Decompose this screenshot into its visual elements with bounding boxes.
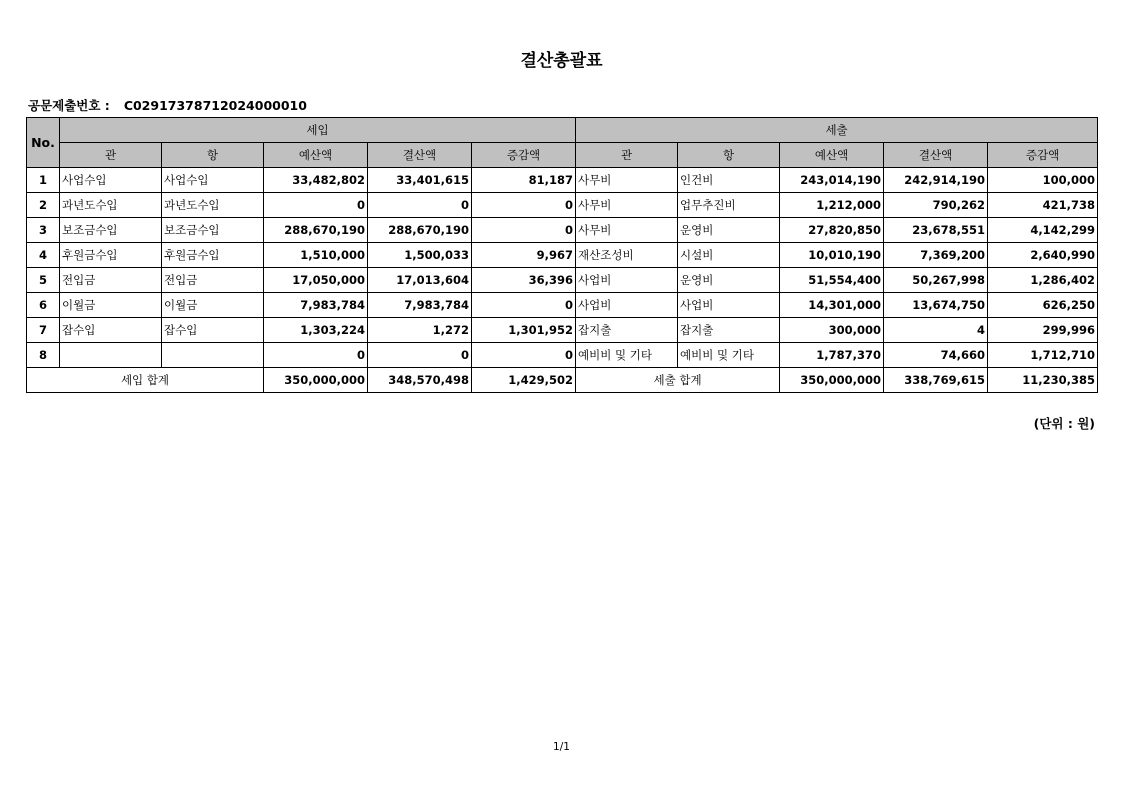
income-hang-cell: 전입금 bbox=[162, 268, 264, 293]
income-hang-cell: 사업수입 bbox=[162, 168, 264, 193]
expense-hang-cell: 인건비 bbox=[678, 168, 780, 193]
income-diff-cell: 81,187 bbox=[472, 168, 576, 193]
row-number-cell: 1 bbox=[27, 168, 60, 193]
income-subheader-hang: 항 bbox=[162, 143, 264, 168]
income-diff-cell: 1,301,952 bbox=[472, 318, 576, 343]
unit-note: (단위 : 원) bbox=[1033, 416, 1095, 431]
row-number-cell: 4 bbox=[27, 243, 60, 268]
expense-diff-cell: 1,286,402 bbox=[988, 268, 1098, 293]
row-number-cell: 8 bbox=[27, 343, 60, 368]
income-diff-cell: 0 bbox=[472, 293, 576, 318]
income-hang-cell bbox=[162, 343, 264, 368]
expense-total-diff: 11,230,385 bbox=[988, 368, 1098, 393]
income-budget-cell: 7,983,784 bbox=[264, 293, 368, 318]
expense-diff-cell: 421,738 bbox=[988, 193, 1098, 218]
income-diff-cell: 0 bbox=[472, 193, 576, 218]
expense-gwan-cell: 사업비 bbox=[576, 293, 678, 318]
row-number-cell: 6 bbox=[27, 293, 60, 318]
expense-subheader-diff: 증감액 bbox=[988, 143, 1098, 168]
expense-settle-cell: 50,267,998 bbox=[884, 268, 988, 293]
expense-subheader-settle: 결산액 bbox=[884, 143, 988, 168]
expense-hang-cell: 운영비 bbox=[678, 268, 780, 293]
income-subheader-settle: 결산액 bbox=[368, 143, 472, 168]
income-total-settle: 348,570,498 bbox=[368, 368, 472, 393]
table-row bbox=[27, 168, 1098, 193]
doc-number-label: 공문제출번호 : bbox=[28, 98, 110, 113]
expense-hang-cell: 운영비 bbox=[678, 218, 780, 243]
income-settle-cell: 17,013,604 bbox=[368, 268, 472, 293]
expense-subheader-budget: 예산액 bbox=[780, 143, 884, 168]
table-row bbox=[27, 318, 1098, 343]
expense-subheader-hang: 항 bbox=[678, 143, 780, 168]
row-number-cell: 7 bbox=[27, 318, 60, 343]
expense-diff-cell: 626,250 bbox=[988, 293, 1098, 318]
expense-diff-cell: 4,142,299 bbox=[988, 218, 1098, 243]
income-settle-cell: 0 bbox=[368, 343, 472, 368]
income-subheader-gwan: 관 bbox=[60, 143, 162, 168]
income-hang-cell: 잡수입 bbox=[162, 318, 264, 343]
expense-settle-cell: 242,914,190 bbox=[884, 168, 988, 193]
income-diff-cell: 0 bbox=[472, 343, 576, 368]
row-number-cell: 2 bbox=[27, 193, 60, 218]
expense-settle-cell: 790,262 bbox=[884, 193, 988, 218]
income-hang-cell: 보조금수입 bbox=[162, 218, 264, 243]
income-diff-cell: 9,967 bbox=[472, 243, 576, 268]
expense-settle-cell: 4 bbox=[884, 318, 988, 343]
income-budget-cell: 17,050,000 bbox=[264, 268, 368, 293]
income-budget-cell: 1,303,224 bbox=[264, 318, 368, 343]
expense-budget-cell: 27,820,850 bbox=[780, 218, 884, 243]
income-diff-cell: 36,396 bbox=[472, 268, 576, 293]
page-number: 1/1 bbox=[553, 741, 570, 753]
expense-diff-cell: 2,640,990 bbox=[988, 243, 1098, 268]
expense-settle-cell: 7,369,200 bbox=[884, 243, 988, 268]
expense-diff-cell: 299,996 bbox=[988, 318, 1098, 343]
expense-total-settle: 338,769,615 bbox=[884, 368, 988, 393]
expense-subheader-gwan: 관 bbox=[576, 143, 678, 168]
expense-gwan-cell: 사업비 bbox=[576, 268, 678, 293]
income-budget-cell: 33,482,802 bbox=[264, 168, 368, 193]
income-subheader-diff: 증감액 bbox=[472, 143, 576, 168]
income-hang-cell: 이월금 bbox=[162, 293, 264, 318]
expense-hang-cell: 잡지출 bbox=[678, 318, 780, 343]
income-subheader-budget: 예산액 bbox=[264, 143, 368, 168]
expense-budget-cell: 243,014,190 bbox=[780, 168, 884, 193]
table-row bbox=[27, 193, 1098, 218]
income-total-budget: 350,000,000 bbox=[264, 368, 368, 393]
table-row bbox=[27, 218, 1098, 243]
expense-hang-cell: 사업비 bbox=[678, 293, 780, 318]
table-row bbox=[27, 343, 1098, 368]
row-number-cell: 3 bbox=[27, 218, 60, 243]
table-row bbox=[27, 268, 1098, 293]
expense-gwan-cell: 사무비 bbox=[576, 218, 678, 243]
expense-total-budget: 350,000,000 bbox=[780, 368, 884, 393]
doc-number bbox=[28, 96, 307, 114]
income-gwan-cell bbox=[60, 343, 162, 368]
expense-gwan-cell: 예비비 및 기타 bbox=[576, 343, 678, 368]
income-budget-cell: 0 bbox=[264, 343, 368, 368]
expense-gwan-cell: 사무비 bbox=[576, 168, 678, 193]
income-diff-cell: 0 bbox=[472, 218, 576, 243]
income-settle-cell: 288,670,190 bbox=[368, 218, 472, 243]
income-gwan-cell: 과년도수입 bbox=[60, 193, 162, 218]
expense-gwan-cell: 재산조성비 bbox=[576, 243, 678, 268]
expense-budget-cell: 51,554,400 bbox=[780, 268, 884, 293]
income-settle-cell: 1,500,033 bbox=[368, 243, 472, 268]
expense-budget-cell: 1,212,000 bbox=[780, 193, 884, 218]
income-budget-cell: 288,670,190 bbox=[264, 218, 368, 243]
expense-budget-cell: 14,301,000 bbox=[780, 293, 884, 318]
income-gwan-cell: 이월금 bbox=[60, 293, 162, 318]
income-total-diff: 1,429,502 bbox=[472, 368, 576, 393]
income-gwan-cell: 보조금수입 bbox=[60, 218, 162, 243]
income-budget-cell: 1,510,000 bbox=[264, 243, 368, 268]
income-hang-cell: 후원금수입 bbox=[162, 243, 264, 268]
expense-budget-cell: 10,010,190 bbox=[780, 243, 884, 268]
income-total-label: 세입 합계 bbox=[27, 368, 264, 393]
no-header: No. bbox=[27, 118, 60, 168]
income-settle-cell: 1,272 bbox=[368, 318, 472, 343]
table-row bbox=[27, 293, 1098, 318]
expense-hang-cell: 시설비 bbox=[678, 243, 780, 268]
income-settle-cell: 7,983,784 bbox=[368, 293, 472, 318]
expense-gwan-cell: 잡지출 bbox=[576, 318, 678, 343]
income-settle-cell: 33,401,615 bbox=[368, 168, 472, 193]
income-hang-cell: 과년도수입 bbox=[162, 193, 264, 218]
settlement-summary-table bbox=[26, 117, 1098, 393]
expense-settle-cell: 23,678,551 bbox=[884, 218, 988, 243]
income-budget-cell: 0 bbox=[264, 193, 368, 218]
expense-total-label: 세출 합계 bbox=[576, 368, 780, 393]
expense-budget-cell: 1,787,370 bbox=[780, 343, 884, 368]
expense-budget-cell: 300,000 bbox=[780, 318, 884, 343]
income-settle-cell: 0 bbox=[368, 193, 472, 218]
expense-diff-cell: 1,712,710 bbox=[988, 343, 1098, 368]
expense-settle-cell: 13,674,750 bbox=[884, 293, 988, 318]
table-row bbox=[27, 243, 1098, 268]
income-gwan-cell: 전입금 bbox=[60, 268, 162, 293]
expense-diff-cell: 100,000 bbox=[988, 168, 1098, 193]
page-title: 결산총괄표 bbox=[520, 51, 603, 71]
expense-hang-cell: 예비비 및 기타 bbox=[678, 343, 780, 368]
expense-header: 세출 bbox=[576, 118, 1098, 143]
row-number-cell: 5 bbox=[27, 268, 60, 293]
income-header: 세입 bbox=[60, 118, 576, 143]
income-gwan-cell: 사업수입 bbox=[60, 168, 162, 193]
income-gwan-cell: 후원금수입 bbox=[60, 243, 162, 268]
expense-settle-cell: 74,660 bbox=[884, 343, 988, 368]
expense-hang-cell: 업무추진비 bbox=[678, 193, 780, 218]
doc-number-value: C02917378712024000010 bbox=[123, 98, 307, 113]
totals-row bbox=[27, 368, 1098, 393]
income-gwan-cell: 잡수입 bbox=[60, 318, 162, 343]
expense-gwan-cell: 사무비 bbox=[576, 193, 678, 218]
